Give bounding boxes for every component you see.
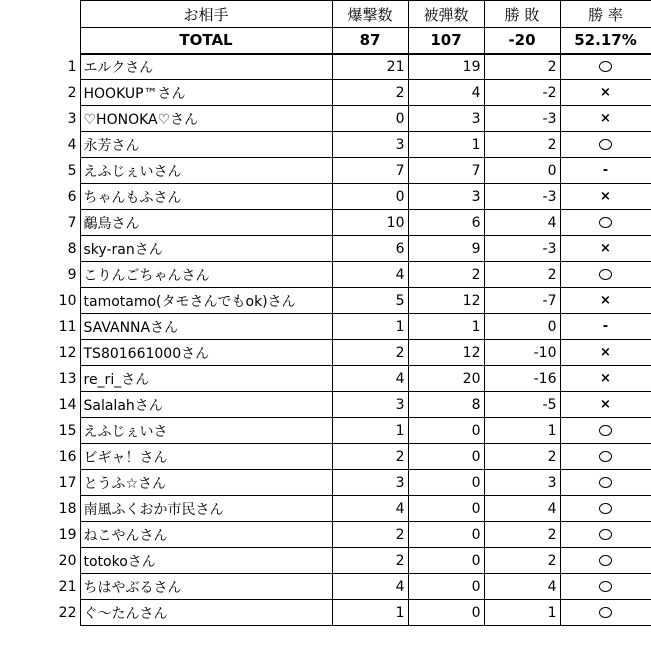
hits-taken-value: 0	[408, 496, 484, 522]
opponent-name: re_ri_さん	[80, 366, 332, 392]
row-number: 4	[67, 136, 77, 153]
win-loss-value: -5	[484, 392, 560, 418]
blasts-value: 3	[332, 132, 408, 158]
win-loss-value: 3	[484, 470, 560, 496]
opponent-name: ビギャ！さん	[80, 444, 332, 470]
result-cell	[560, 470, 651, 496]
win-loss-value: 0	[484, 314, 560, 340]
row-number: 14	[58, 396, 77, 413]
blasts-header: 爆撃数	[332, 1, 408, 28]
hits-taken-value: 0	[408, 444, 484, 470]
result-cell	[560, 314, 651, 340]
table-row	[0, 158, 651, 184]
row-number: 8	[67, 240, 77, 257]
win-loss-value: -2	[484, 80, 560, 106]
opponent-name: えふじぇいさ	[80, 418, 332, 444]
row-number: 17	[58, 474, 77, 491]
result-cell	[560, 132, 651, 158]
result-cell	[560, 418, 651, 444]
blasts-value: 5	[332, 288, 408, 314]
win-loss-value: -3	[484, 106, 560, 132]
blasts-value: 4	[332, 574, 408, 600]
blasts-value: 1	[332, 418, 408, 444]
hits-taken-value: 12	[408, 288, 484, 314]
blasts-value: 3	[332, 392, 408, 418]
table-row	[0, 210, 651, 236]
opponent-name: 鷸鳥さん	[80, 210, 332, 236]
win-circle-icon	[599, 477, 612, 488]
row-number: 21	[58, 578, 77, 595]
table-row	[0, 80, 651, 106]
total-win-rate: 52.17%	[560, 28, 651, 54]
table-row	[0, 184, 651, 210]
opponent-name: totokoさん	[80, 548, 332, 574]
table-row	[0, 314, 651, 340]
table-row	[0, 470, 651, 496]
row-number: 20	[58, 552, 77, 569]
win-loss-value: 2	[484, 262, 560, 288]
win-loss-value: -10	[484, 340, 560, 366]
blasts-value: 2	[332, 80, 408, 106]
total-win-loss: -20	[484, 28, 560, 54]
table-row	[0, 366, 651, 392]
result-cell	[560, 80, 651, 106]
blasts-value: 6	[332, 236, 408, 262]
table-row	[0, 548, 651, 574]
win-loss-value: 2	[484, 548, 560, 574]
blasts-value: 2	[332, 548, 408, 574]
result-cell	[560, 366, 651, 392]
blasts-value: 4	[332, 496, 408, 522]
row-number: 10	[58, 292, 77, 309]
opponent-name: sky-ranさん	[80, 236, 332, 262]
win-circle-icon	[599, 581, 612, 592]
loss-cross-icon: ×	[600, 85, 611, 100]
opponent-name: とうふ☆さん	[80, 470, 332, 496]
win-circle-icon	[599, 269, 612, 280]
win-circle-icon	[599, 451, 612, 462]
table-row	[0, 236, 651, 262]
win-circle-icon	[599, 61, 612, 72]
table-row	[0, 496, 651, 522]
table-row	[0, 54, 651, 80]
row-number-total	[0, 28, 80, 54]
opponent-name: エルクさん	[80, 54, 332, 80]
table-row	[0, 574, 651, 600]
table-row	[0, 262, 651, 288]
opponent-name: こりんごちゃんさん	[80, 262, 332, 288]
hits-taken-value: 8	[408, 392, 484, 418]
hits-taken-value: 19	[408, 54, 484, 80]
opponent-header: お相手	[80, 1, 332, 28]
win-loss-value: 4	[484, 496, 560, 522]
opponent-name: ♡HONOKA♡さん	[80, 106, 332, 132]
hits-taken-value: 12	[408, 340, 484, 366]
opponent-name: TS801661000さん	[80, 340, 332, 366]
blasts-value: 21	[332, 54, 408, 80]
loss-cross-icon: ×	[600, 371, 611, 386]
row-number: 5	[67, 162, 77, 179]
blasts-value: 4	[332, 366, 408, 392]
table-row	[0, 340, 651, 366]
opponent-name: tamotamo(タモさんでもok)さん	[80, 288, 332, 314]
result-cell	[560, 210, 651, 236]
loss-cross-icon: ×	[600, 111, 611, 126]
result-cell	[560, 236, 651, 262]
result-cell	[560, 496, 651, 522]
total-row	[0, 28, 651, 54]
opponent-name: HOOKUP™さん	[80, 80, 332, 106]
result-cell	[560, 600, 651, 626]
win-loss-value: 0	[484, 158, 560, 184]
row-number: 19	[58, 526, 77, 543]
opponent-name: SAVANNAさん	[80, 314, 332, 340]
win-circle-icon	[599, 555, 612, 566]
result-cell	[560, 444, 651, 470]
draw-dash-icon: -	[602, 163, 609, 178]
win-loss-header: 勝 敗	[484, 1, 560, 28]
row-number: 6	[67, 188, 77, 205]
total-blasts: 87	[332, 28, 408, 54]
result-cell	[560, 158, 651, 184]
win-loss-value: 1	[484, 418, 560, 444]
blasts-value: 7	[332, 158, 408, 184]
win-circle-icon	[599, 503, 612, 514]
blasts-value: 10	[332, 210, 408, 236]
blasts-value: 3	[332, 470, 408, 496]
result-cell	[560, 574, 651, 600]
win-loss-value: -16	[484, 366, 560, 392]
loss-cross-icon: ×	[600, 293, 611, 308]
total-label: TOTAL	[80, 28, 332, 54]
opponent-name: 南風ふくおか市民さん	[80, 496, 332, 522]
hits-taken-value: 2	[408, 262, 484, 288]
table-row	[0, 392, 651, 418]
hits-taken-value: 1	[408, 314, 484, 340]
win-loss-value: 2	[484, 522, 560, 548]
hits-taken-header: 被弾数	[408, 1, 484, 28]
opponent-name: えふじぇいさん	[80, 158, 332, 184]
table-row	[0, 444, 651, 470]
opponent-name: ちゃんもふさん	[80, 184, 332, 210]
hits-taken-value: 1	[408, 132, 484, 158]
row-number: 12	[58, 344, 77, 361]
win-loss-value: 2	[484, 54, 560, 80]
win-loss-value: 2	[484, 132, 560, 158]
hits-taken-value: 0	[408, 522, 484, 548]
loss-cross-icon: ×	[600, 397, 611, 412]
table-row	[0, 106, 651, 132]
blasts-value: 4	[332, 262, 408, 288]
blasts-value: 0	[332, 184, 408, 210]
hits-taken-value: 4	[408, 80, 484, 106]
result-cell	[560, 288, 651, 314]
hits-taken-value: 7	[408, 158, 484, 184]
win-circle-icon	[599, 217, 612, 228]
opponent-name: ねこやんさん	[80, 522, 332, 548]
win-loss-value: 4	[484, 210, 560, 236]
row-number-header	[0, 1, 80, 28]
row-number: 2	[67, 84, 77, 101]
table-row	[0, 418, 651, 444]
row-number: 15	[58, 422, 77, 439]
opponent-name: ぐ～たんさん	[80, 600, 332, 626]
win-loss-value: -3	[484, 236, 560, 262]
blasts-value: 1	[332, 600, 408, 626]
row-number: 22	[58, 604, 77, 621]
table-row	[0, 600, 651, 626]
loss-cross-icon: ×	[600, 345, 611, 360]
opponent-name: Salalahさん	[80, 392, 332, 418]
row-number: 7	[67, 214, 77, 231]
result-cell	[560, 392, 651, 418]
opponent-name: 永芳さん	[80, 132, 332, 158]
result-cell	[560, 548, 651, 574]
result-cell	[560, 522, 651, 548]
result-cell	[560, 340, 651, 366]
win-rate-header: 勝 率	[560, 1, 651, 28]
header-row	[0, 1, 651, 28]
hits-taken-value: 0	[408, 548, 484, 574]
hits-taken-value: 0	[408, 470, 484, 496]
blasts-value: 2	[332, 522, 408, 548]
hits-taken-value: 3	[408, 106, 484, 132]
win-circle-icon	[599, 425, 612, 436]
win-loss-value: 4	[484, 574, 560, 600]
win-circle-icon	[599, 607, 612, 618]
blasts-value: 2	[332, 444, 408, 470]
hits-taken-value: 0	[408, 418, 484, 444]
result-cell	[560, 184, 651, 210]
row-number: 11	[58, 318, 77, 335]
hits-taken-value: 0	[408, 600, 484, 626]
hits-taken-value: 9	[408, 236, 484, 262]
blasts-value: 0	[332, 106, 408, 132]
row-number: 18	[58, 500, 77, 517]
result-cell	[560, 262, 651, 288]
win-circle-icon	[599, 529, 612, 540]
row-number: 16	[58, 448, 77, 465]
hits-taken-value: 20	[408, 366, 484, 392]
result-cell	[560, 106, 651, 132]
loss-cross-icon: ×	[600, 241, 611, 256]
total-hits-taken: 107	[408, 28, 484, 54]
blasts-value: 2	[332, 340, 408, 366]
hits-taken-value: 6	[408, 210, 484, 236]
win-loss-value: -3	[484, 184, 560, 210]
opponent-name: ちはやぶるさん	[80, 574, 332, 600]
hits-taken-value: 0	[408, 574, 484, 600]
result-cell	[560, 54, 651, 80]
table-row	[0, 522, 651, 548]
win-loss-value: 1	[484, 600, 560, 626]
row-number: 1	[67, 58, 77, 75]
win-loss-value: 2	[484, 444, 560, 470]
draw-dash-icon: -	[602, 319, 609, 334]
loss-cross-icon: ×	[600, 189, 611, 204]
win-loss-value: -7	[484, 288, 560, 314]
row-number: 3	[67, 110, 77, 127]
table-row	[0, 132, 651, 158]
row-number: 9	[67, 266, 77, 283]
hits-taken-value: 3	[408, 184, 484, 210]
row-number: 13	[58, 370, 77, 387]
win-circle-icon	[599, 139, 612, 150]
table-row	[0, 288, 651, 314]
blasts-value: 1	[332, 314, 408, 340]
